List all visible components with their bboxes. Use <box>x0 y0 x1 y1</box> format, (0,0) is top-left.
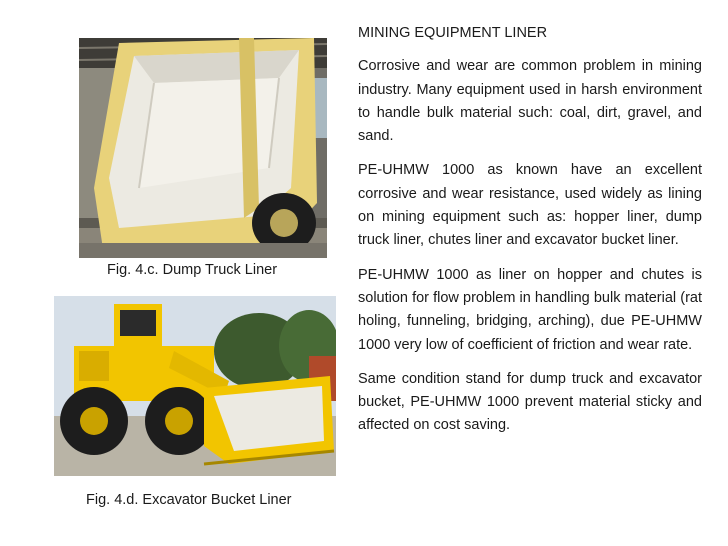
text-column <box>358 22 702 449</box>
paragraph-hopper-chutes: PE-UHMW 1000 as liner on hopper and chutes is solution for flow problem in handling bulk material (rat holing, funneling, bridging, arching), due PE-UHMW 1000 very low of coefficient of friction and wear rate. <box>358 266 702 353</box>
dump-truck-photo <box>79 38 327 258</box>
paragraph-dump-truck-bucket: Same condition stand for dump truck and excavator bucket, PE-UHMW 1000 prevent material sticky and affected on cost saving. <box>358 370 702 434</box>
figure-caption-excavator-bucket: Fig. 4.d. Excavator Bucket Liner <box>86 492 292 508</box>
paragraph-intro: Corrosive and wear are common problem in mining industry. Many equipment used in harsh environment to handle bulk material such: coal, dirt, gravel, and sand. <box>358 58 702 145</box>
paragraph-pe-uhmw-properties: PE-UHMW 1000 as known have an excellent corrosive and wear resistance, used widely as lining on mining equipment such as: hopper liner, dump truck liner, chutes liner and excavator bucket liner. <box>358 162 702 249</box>
excavator-bucket-photo <box>54 296 336 476</box>
figure-caption-dump-truck: Fig. 4.c. Dump Truck Liner <box>107 262 278 278</box>
section-title: MINING EQUIPMENT LINER <box>358 25 548 41</box>
